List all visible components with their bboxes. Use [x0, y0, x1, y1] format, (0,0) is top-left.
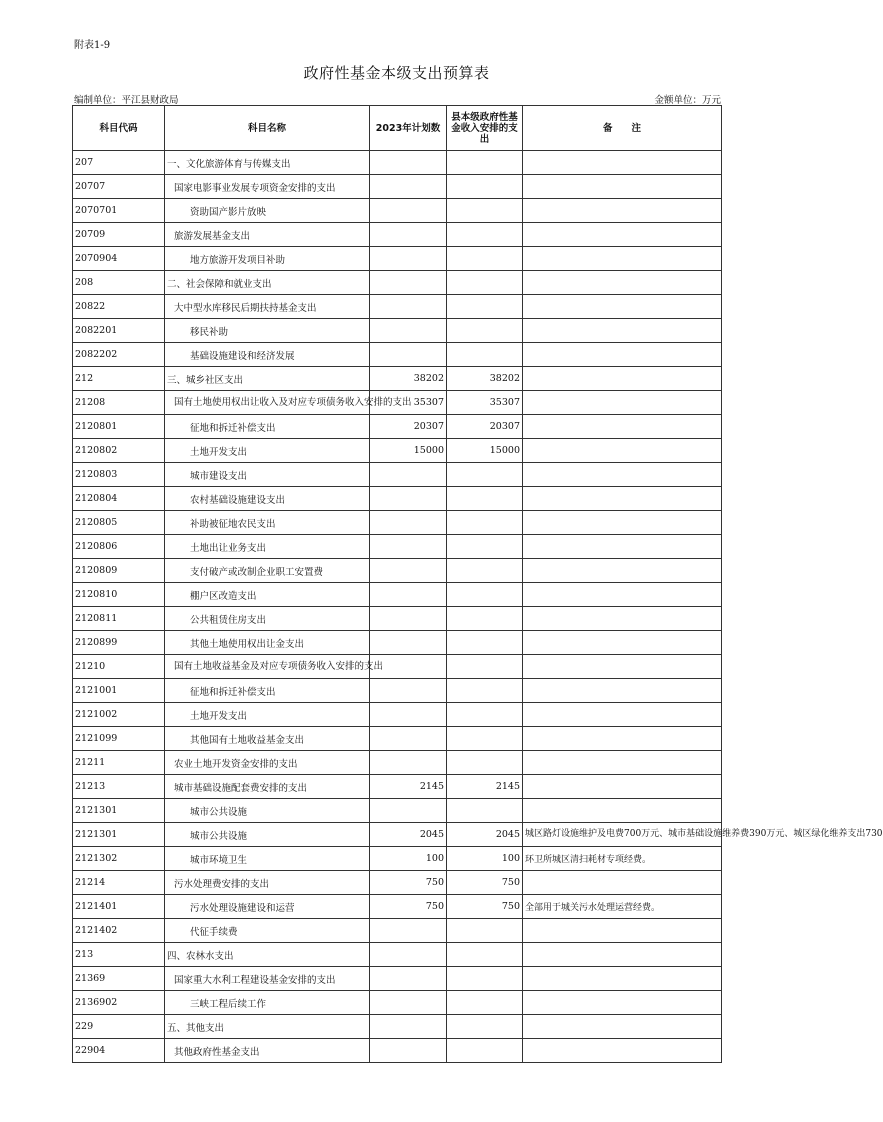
cell-county — [447, 247, 523, 271]
cell-county — [447, 223, 523, 247]
table-row — [73, 247, 722, 271]
cell-name: 旅游发展基金支出 — [165, 223, 370, 247]
amount-unit: 金额单位：万元 — [654, 95, 721, 106]
cell-note: 环卫所城区清扫耗材专项经费。 — [523, 847, 722, 871]
cell-name: 其他国有土地收益基金支出 — [165, 727, 370, 751]
cell-county: 750 — [447, 871, 523, 895]
cell-name: 三峡工程后续工作 — [165, 991, 370, 1015]
cell-county: 35307 — [447, 391, 523, 415]
cell-county — [447, 631, 523, 655]
cell-plan — [370, 247, 447, 271]
cell-note — [523, 511, 722, 535]
cell-name: 土地出让业务支出 — [165, 535, 370, 559]
cell-county — [447, 559, 523, 583]
cell-name: 一、文化旅游体育与传媒支出 — [165, 151, 370, 175]
cell-county — [447, 679, 523, 703]
cell-name: 城市公共设施 — [165, 799, 370, 823]
table-row — [73, 319, 722, 343]
cell-county — [447, 463, 523, 487]
table-row — [73, 607, 722, 631]
table-row — [73, 223, 722, 247]
compiling-unit: 编制单位：平江县财政局 — [74, 95, 179, 106]
cell-code: 212 — [73, 367, 165, 391]
table-row — [73, 823, 722, 847]
cell-county — [447, 727, 523, 751]
cell-county — [447, 655, 523, 679]
page-title: 政府性基金本级支出预算表 — [303, 64, 490, 82]
table-row — [73, 583, 722, 607]
cell-note — [523, 607, 722, 631]
cell-note — [523, 223, 722, 247]
cell-name: 基础设施建设和经济发展 — [165, 343, 370, 367]
header-note: 备 注 — [523, 106, 722, 151]
cell-name: 征地和拆迁补偿支出 — [165, 415, 370, 439]
table-row — [73, 439, 722, 463]
cell-name: 国家重大水利工程建设基金安排的支出 — [165, 967, 370, 991]
table-row — [73, 1015, 722, 1039]
cell-note — [523, 583, 722, 607]
table-row — [73, 199, 722, 223]
cell-name: 城市建设支出 — [165, 463, 370, 487]
table-row — [73, 895, 722, 919]
cell-note: 全部用于城关污水处理运营经费。 — [523, 895, 722, 919]
cell-name: 四、农林水支出 — [165, 943, 370, 967]
table-row — [73, 511, 722, 535]
cell-name: 代征手续费 — [165, 919, 370, 943]
cell-plan — [370, 727, 447, 751]
cell-code: 2120801 — [73, 415, 165, 439]
cell-plan — [370, 343, 447, 367]
cell-plan — [370, 583, 447, 607]
cell-county — [447, 199, 523, 223]
cell-note — [523, 319, 722, 343]
table-row — [73, 343, 722, 367]
cell-code: 20822 — [73, 295, 165, 319]
table-row — [73, 919, 722, 943]
cell-county — [447, 943, 523, 967]
cell-county — [447, 487, 523, 511]
cell-note — [523, 943, 722, 967]
cell-name: 征地和拆迁补偿支出 — [165, 679, 370, 703]
cell-plan — [370, 631, 447, 655]
table-row — [73, 703, 722, 727]
cell-code: 2136902 — [73, 991, 165, 1015]
cell-code: 213 — [73, 943, 165, 967]
cell-code: 21210 — [73, 655, 165, 679]
cell-county: 750 — [447, 895, 523, 919]
cell-county — [447, 175, 523, 199]
cell-code: 2121301 — [73, 799, 165, 823]
cell-code: 2120810 — [73, 583, 165, 607]
cell-note: 城区路灯设施维护及电费700万元、城市基础设施维养费390万元、城区绿化维养支出730 — [523, 823, 722, 847]
cell-name: 其他土地使用权出让金支出 — [165, 631, 370, 655]
cell-county — [447, 151, 523, 175]
cell-plan — [370, 1039, 447, 1063]
cell-note — [523, 295, 722, 319]
cell-note — [523, 991, 722, 1015]
cell-county — [447, 799, 523, 823]
cell-county — [447, 967, 523, 991]
cell-code: 2082202 — [73, 343, 165, 367]
cell-code: 2121001 — [73, 679, 165, 703]
cell-plan — [370, 943, 447, 967]
cell-county — [447, 295, 523, 319]
header-county: 县本级政府性基金收入安排的支出 — [447, 106, 523, 151]
cell-plan — [370, 151, 447, 175]
cell-plan — [370, 487, 447, 511]
cell-code: 21214 — [73, 871, 165, 895]
cell-plan — [370, 535, 447, 559]
header-code: 科目代码 — [73, 106, 165, 151]
cell-county — [447, 343, 523, 367]
cell-code: 2120802 — [73, 439, 165, 463]
cell-county — [447, 991, 523, 1015]
cell-name: 城市环境卫生 — [165, 847, 370, 871]
cell-code: 2120804 — [73, 487, 165, 511]
cell-note — [523, 463, 722, 487]
table-row — [73, 943, 722, 967]
cell-name: 城市公共设施 — [165, 823, 370, 847]
cell-plan: 750 — [370, 871, 447, 895]
cell-name: 移民补助 — [165, 319, 370, 343]
cell-plan — [370, 511, 447, 535]
cell-plan: 100 — [370, 847, 447, 871]
cell-plan — [370, 295, 447, 319]
cell-plan — [370, 703, 447, 727]
cell-county: 2045 — [447, 823, 523, 847]
cell-county — [447, 583, 523, 607]
cell-note — [523, 535, 722, 559]
cell-county: 15000 — [447, 439, 523, 463]
cell-code: 207 — [73, 151, 165, 175]
cell-county: 20307 — [447, 415, 523, 439]
cell-name: 土地开发支出 — [165, 703, 370, 727]
budget-table — [72, 105, 883, 1063]
table-row — [73, 967, 722, 991]
cell-code: 2121002 — [73, 703, 165, 727]
cell-code: 2121402 — [73, 919, 165, 943]
cell-code: 2121302 — [73, 847, 165, 871]
cell-plan: 15000 — [370, 439, 447, 463]
cell-name: 城市基础设施配套费安排的支出 — [165, 775, 370, 799]
cell-plan: 38202 — [370, 367, 447, 391]
cell-county — [447, 535, 523, 559]
table-row — [73, 775, 722, 799]
cell-name: 土地开发支出 — [165, 439, 370, 463]
cell-code: 2120805 — [73, 511, 165, 535]
cell-name: 国家电影事业发展专项资金安排的支出 — [165, 175, 370, 199]
cell-code: 22904 — [73, 1039, 165, 1063]
cell-code: 2121099 — [73, 727, 165, 751]
cell-code: 21211 — [73, 751, 165, 775]
cell-county — [447, 1015, 523, 1039]
cell-note — [523, 439, 722, 463]
cell-county — [447, 511, 523, 535]
cell-code: 2121301 — [73, 823, 165, 847]
cell-plan — [370, 919, 447, 943]
cell-plan: 20307 — [370, 415, 447, 439]
cell-plan: 2045 — [370, 823, 447, 847]
cell-county: 38202 — [447, 367, 523, 391]
cell-plan — [370, 559, 447, 583]
cell-note — [523, 1015, 722, 1039]
cell-note — [523, 343, 722, 367]
table-row — [73, 151, 722, 175]
table-row — [73, 271, 722, 295]
table-row — [73, 871, 722, 895]
table-row — [73, 727, 722, 751]
cell-county — [447, 919, 523, 943]
cell-code: 2120809 — [73, 559, 165, 583]
cell-plan — [370, 319, 447, 343]
cell-plan — [370, 967, 447, 991]
cell-plan — [370, 199, 447, 223]
cell-code: 2082201 — [73, 319, 165, 343]
cell-name: 支付破产或改制企业职工安置费 — [165, 559, 370, 583]
cell-note — [523, 487, 722, 511]
cell-county — [447, 703, 523, 727]
cell-code: 20709 — [73, 223, 165, 247]
cell-note — [523, 1039, 722, 1063]
cell-code: 21208 — [73, 391, 165, 415]
cell-name: 公共租赁住房支出 — [165, 607, 370, 631]
cell-county: 2145 — [447, 775, 523, 799]
cell-note — [523, 703, 722, 727]
table-row — [73, 655, 722, 679]
table-row — [73, 415, 722, 439]
table-row — [73, 1039, 722, 1063]
cell-note — [523, 655, 722, 679]
cell-plan: 750 — [370, 895, 447, 919]
cell-county — [447, 271, 523, 295]
cell-name: 地方旅游开发项目补助 — [165, 247, 370, 271]
attachment-label: 附表1-9 — [74, 40, 111, 51]
cell-code: 229 — [73, 1015, 165, 1039]
cell-plan — [370, 751, 447, 775]
cell-name: 国有土地使用权出让收入及对应专项债务收入安排的支出 — [165, 391, 370, 415]
cell-county — [447, 1039, 523, 1063]
table-row — [73, 463, 722, 487]
cell-name: 污水处理设施建设和运营 — [165, 895, 370, 919]
cell-name: 国有土地收益基金及对应专项债务收入安排的支出 — [165, 655, 370, 679]
cell-note — [523, 559, 722, 583]
table-row — [73, 175, 722, 199]
cell-note — [523, 271, 722, 295]
header-name: 科目名称 — [165, 106, 370, 151]
cell-plan — [370, 1015, 447, 1039]
cell-code: 2121401 — [73, 895, 165, 919]
cell-plan — [370, 463, 447, 487]
cell-note — [523, 367, 722, 391]
cell-note — [523, 967, 722, 991]
cell-name: 补助被征地农民支出 — [165, 511, 370, 535]
cell-plan: 35307 — [370, 391, 447, 415]
cell-name: 五、其他支出 — [165, 1015, 370, 1039]
cell-note — [523, 919, 722, 943]
cell-note — [523, 799, 722, 823]
cell-plan — [370, 271, 447, 295]
cell-plan — [370, 223, 447, 247]
cell-name: 资助国产影片放映 — [165, 199, 370, 223]
cell-plan — [370, 175, 447, 199]
cell-name: 棚户区改造支出 — [165, 583, 370, 607]
cell-note — [523, 199, 722, 223]
cell-plan — [370, 607, 447, 631]
table-row — [73, 847, 722, 871]
cell-plan: 2145 — [370, 775, 447, 799]
cell-county — [447, 319, 523, 343]
cell-county — [447, 607, 523, 631]
cell-name: 污水处理费安排的支出 — [165, 871, 370, 895]
table-row — [73, 631, 722, 655]
table-row — [73, 679, 722, 703]
cell-code: 21213 — [73, 775, 165, 799]
cell-code: 21369 — [73, 967, 165, 991]
cell-county: 100 — [447, 847, 523, 871]
table-row — [73, 559, 722, 583]
cell-plan — [370, 991, 447, 1015]
table-body — [73, 151, 883, 1063]
cell-code: 2120899 — [73, 631, 165, 655]
cell-name: 农村基础设施建设支出 — [165, 487, 370, 511]
table-row — [73, 799, 722, 823]
cell-county — [447, 751, 523, 775]
cell-note — [523, 151, 722, 175]
cell-note — [523, 415, 722, 439]
table-header-row — [73, 106, 722, 151]
cell-note — [523, 631, 722, 655]
cell-note — [523, 871, 722, 895]
cell-name: 其他政府性基金支出 — [165, 1039, 370, 1063]
cell-code: 208 — [73, 271, 165, 295]
table-row — [73, 295, 722, 319]
header-plan: 2023年计划数 — [370, 106, 447, 151]
table-row — [73, 487, 722, 511]
cell-code: 2070904 — [73, 247, 165, 271]
cell-name: 三、城乡社区支出 — [165, 367, 370, 391]
cell-note — [523, 175, 722, 199]
cell-name: 二、社会保障和就业支出 — [165, 271, 370, 295]
cell-note — [523, 679, 722, 703]
cell-code: 2120811 — [73, 607, 165, 631]
cell-code: 20707 — [73, 175, 165, 199]
cell-code: 2120803 — [73, 463, 165, 487]
cell-name: 农业土地开发资金安排的支出 — [165, 751, 370, 775]
table-row — [73, 751, 722, 775]
cell-plan — [370, 679, 447, 703]
cell-note — [523, 775, 722, 799]
cell-name: 大中型水库移民后期扶持基金支出 — [165, 295, 370, 319]
cell-note — [523, 751, 722, 775]
cell-note — [523, 727, 722, 751]
cell-note — [523, 391, 722, 415]
cell-note — [523, 247, 722, 271]
cell-code: 2070701 — [73, 199, 165, 223]
table-row — [73, 391, 722, 415]
table-row — [73, 535, 722, 559]
cell-code: 2120806 — [73, 535, 165, 559]
table-row — [73, 991, 722, 1015]
table-row — [73, 367, 722, 391]
cell-plan — [370, 799, 447, 823]
